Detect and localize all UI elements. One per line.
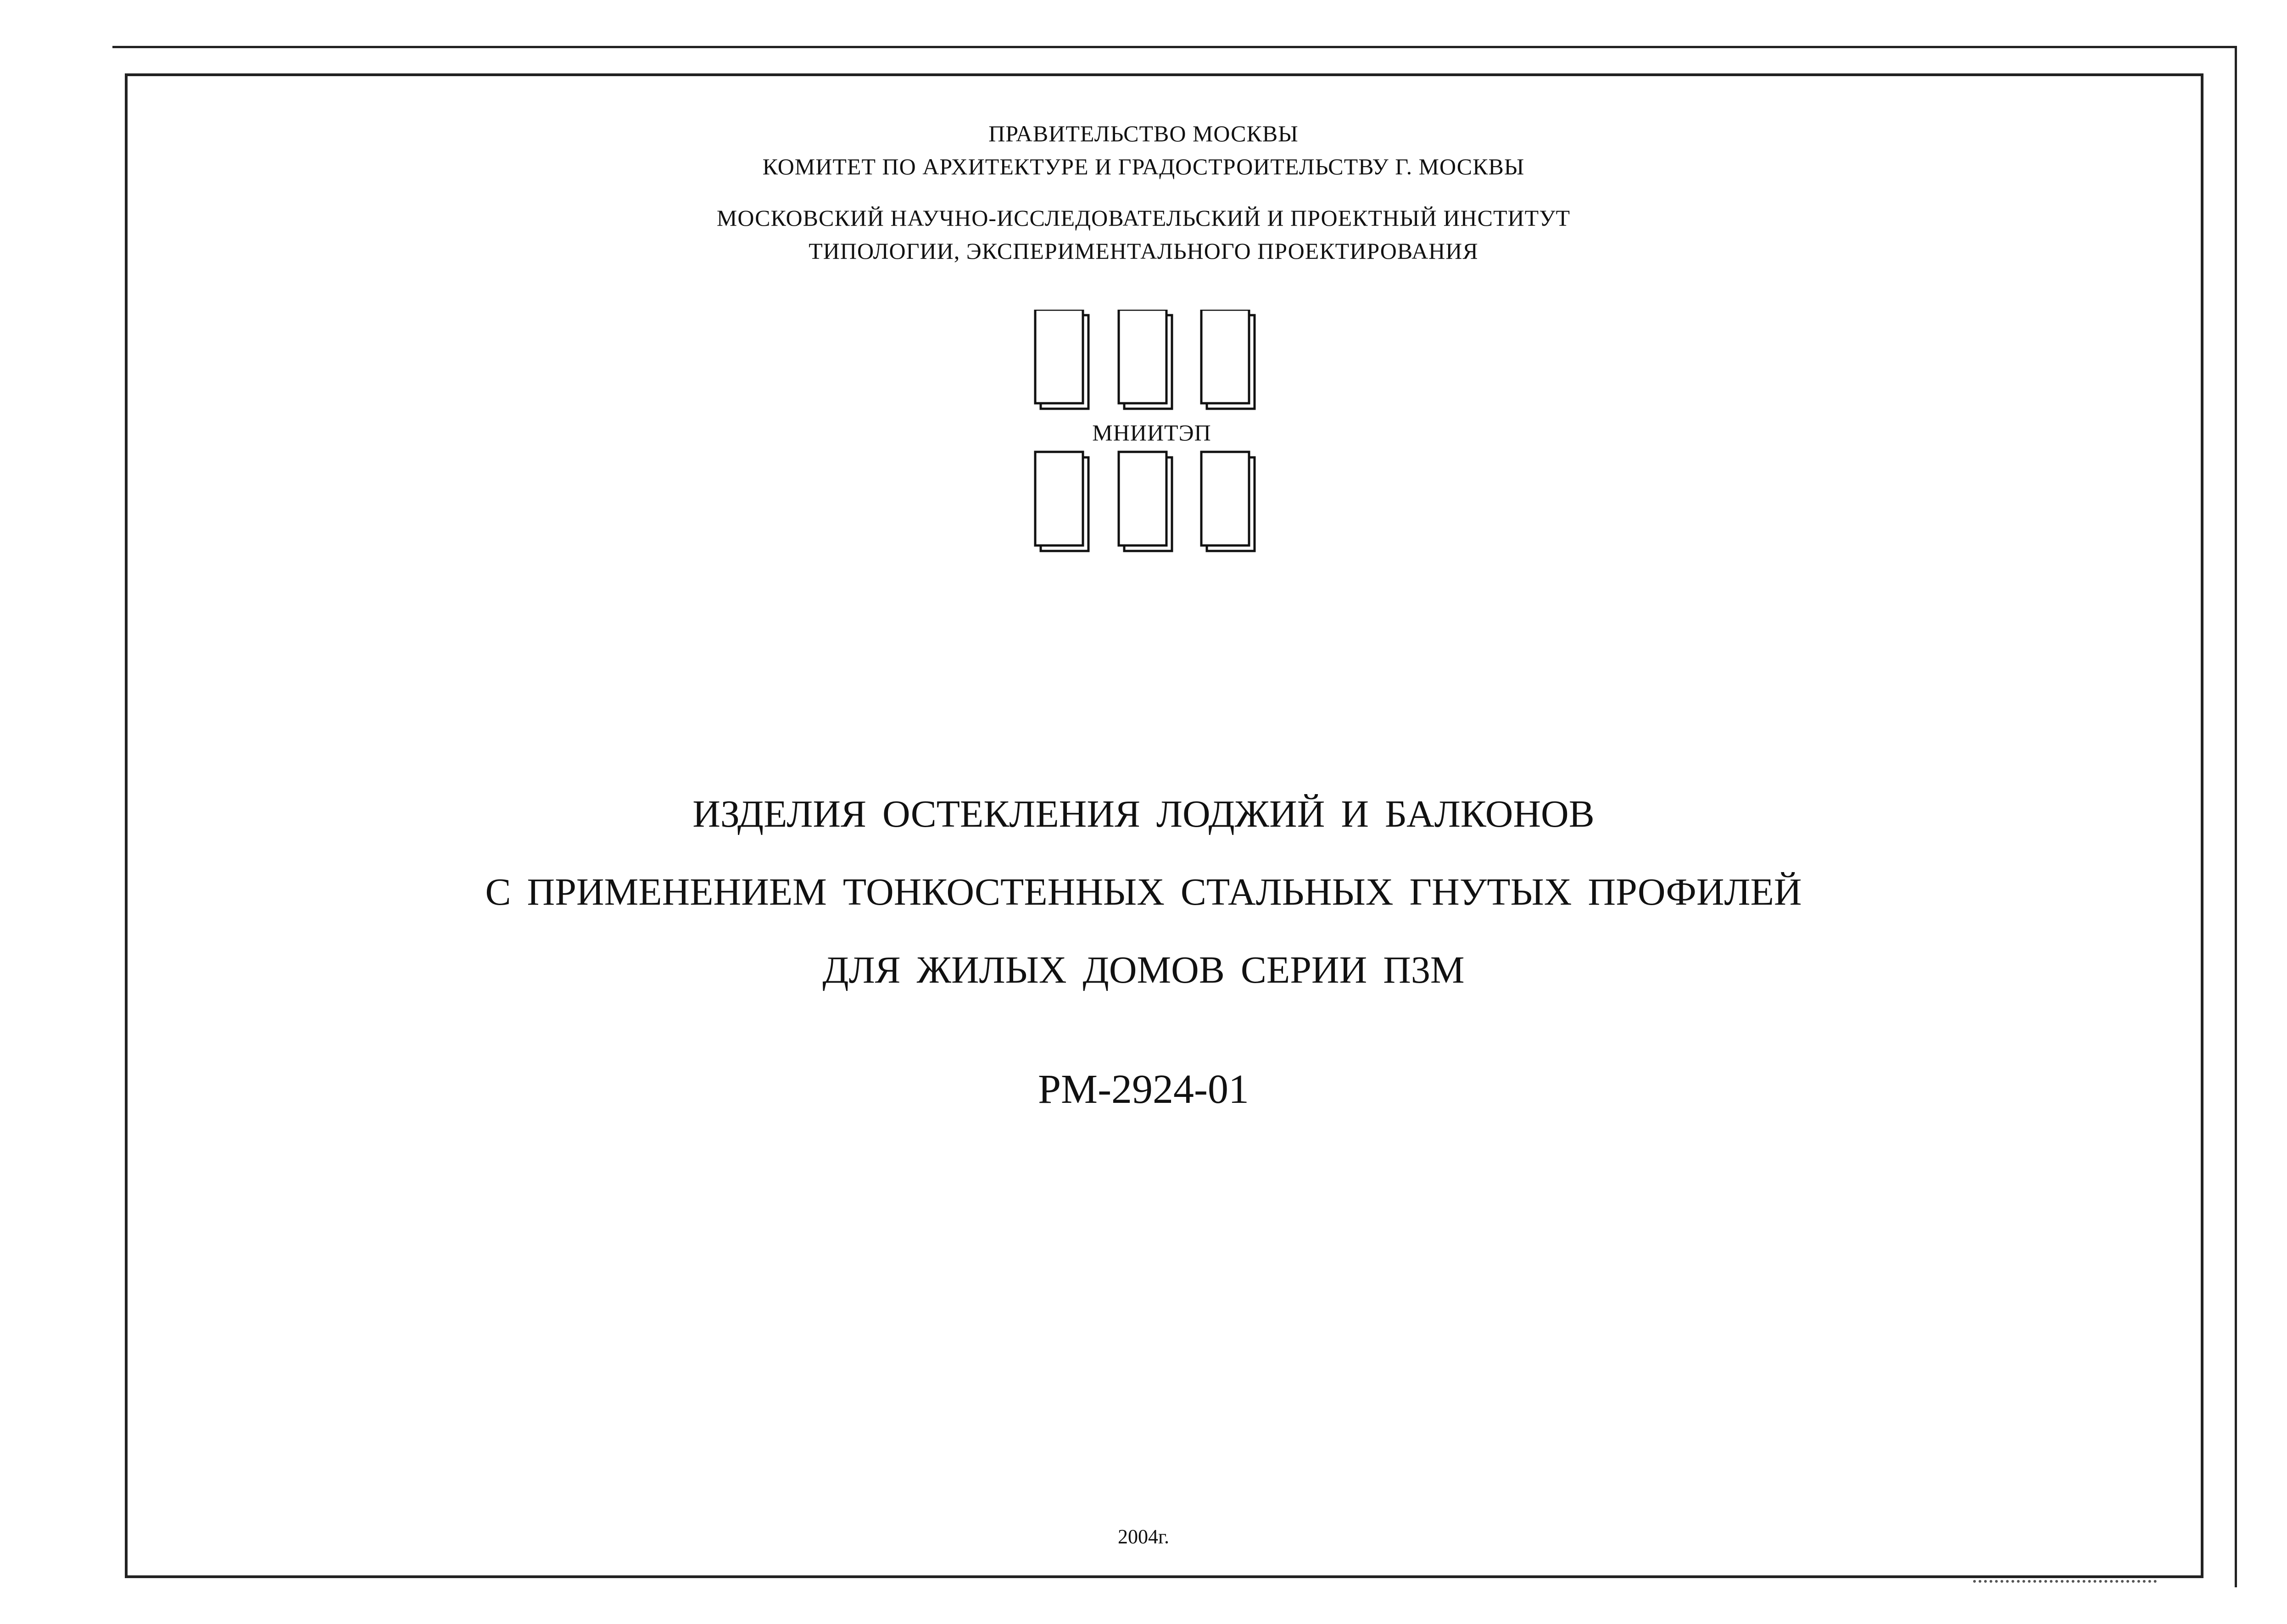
document-code: РМ-2924-01 bbox=[1038, 1067, 1249, 1112]
header-committee: КОМИТЕТ ПО АРХИТЕКТУРЕ И ГРАДОСТРОИТЕЛЬСТВУ Г. МОСКВЫ bbox=[762, 154, 1525, 179]
title-line-2: С ПРИМЕНЕНИЕМ ТОНКОСТЕННЫХ СТАЛЬНЫХ ГНУТЫХ ПРОФИЛЕЙ bbox=[485, 871, 1802, 913]
header-government: ПРАВИТЕЛЬСТВО МОСКВЫ bbox=[988, 121, 1299, 146]
institute-logo bbox=[1032, 310, 1271, 557]
logo-text: МНИИТЭП bbox=[1092, 420, 1211, 445]
frame-bottom-dots bbox=[1973, 1580, 2157, 1583]
outer-top-border bbox=[112, 46, 2237, 48]
document-year: 2004г. bbox=[1117, 1525, 1170, 1548]
header-institute: МОСКОВСКИЙ НАУЧНО-ИССЛЕДОВАТЕЛЬСКИЙ И ПРОЕКТНЫЙ ИНСТИТУТ bbox=[716, 205, 1571, 231]
title-line-1: ИЗДЕЛИЯ ОСТЕКЛЕНИЯ ЛОДЖИЙ И БАЛКОНОВ bbox=[692, 793, 1595, 835]
header-institute-subtitle: ТИПОЛОГИИ, ЭКСПЕРИМЕНТАЛЬНОГО ПРОЕКТИРОВАНИЯ bbox=[809, 238, 1478, 264]
organization-header bbox=[0, 117, 2287, 267]
title-line-3: ДЛЯ ЖИЛЫХ ДОМОВ СЕРИИ П3М bbox=[822, 949, 1465, 991]
document-title bbox=[0, 775, 2287, 1009]
